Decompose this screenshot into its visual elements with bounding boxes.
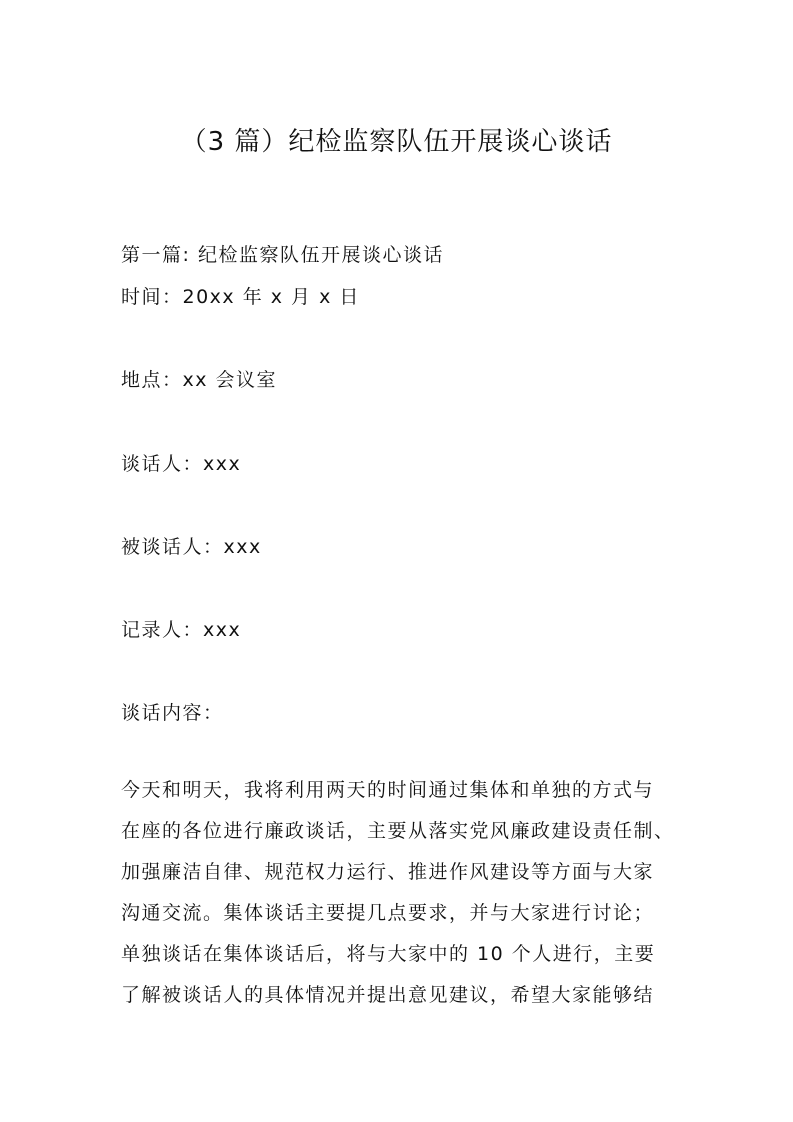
body-paragraph [121, 776, 681, 1022]
meta-place: 地点：xx 会议室 [121, 369, 278, 391]
body-line: 在座的各位进行廉政谈话，主要从落实党风廉政建设责任制、 [121, 820, 675, 842]
body-line: 沟通交流。集体谈话主要提几点要求，并与大家进行讨论； [121, 902, 655, 924]
meta-time: 时间：20xx 年 x 月 x 日 [121, 286, 360, 308]
body-line: 今天和明天，我将利用两天的时间通过集体和单独的方式与 [121, 779, 655, 801]
body-line: 加强廉洁自律、规范权力运行、推进作风建设等方面与大家 [121, 861, 655, 883]
body-line: 了解被谈话人的具体情况并提出意见建议，希望大家能够结 [121, 984, 655, 1006]
document-title: （3 篇）纪检监察队伍开展谈心谈话 [180, 127, 613, 157]
body-line: 单独谈话在集体谈话后，将与大家中的 10 个人进行，主要 [121, 943, 656, 965]
meta-speaker: 谈话人：xxx [121, 453, 242, 475]
content-label: 谈话内容： [121, 702, 224, 724]
meta-interviewee: 被谈话人：xxx [121, 536, 262, 558]
section-heading: 第一篇: 纪检监察队伍开展谈心谈话 [121, 244, 444, 266]
meta-recorder: 记录人：xxx [121, 619, 242, 641]
